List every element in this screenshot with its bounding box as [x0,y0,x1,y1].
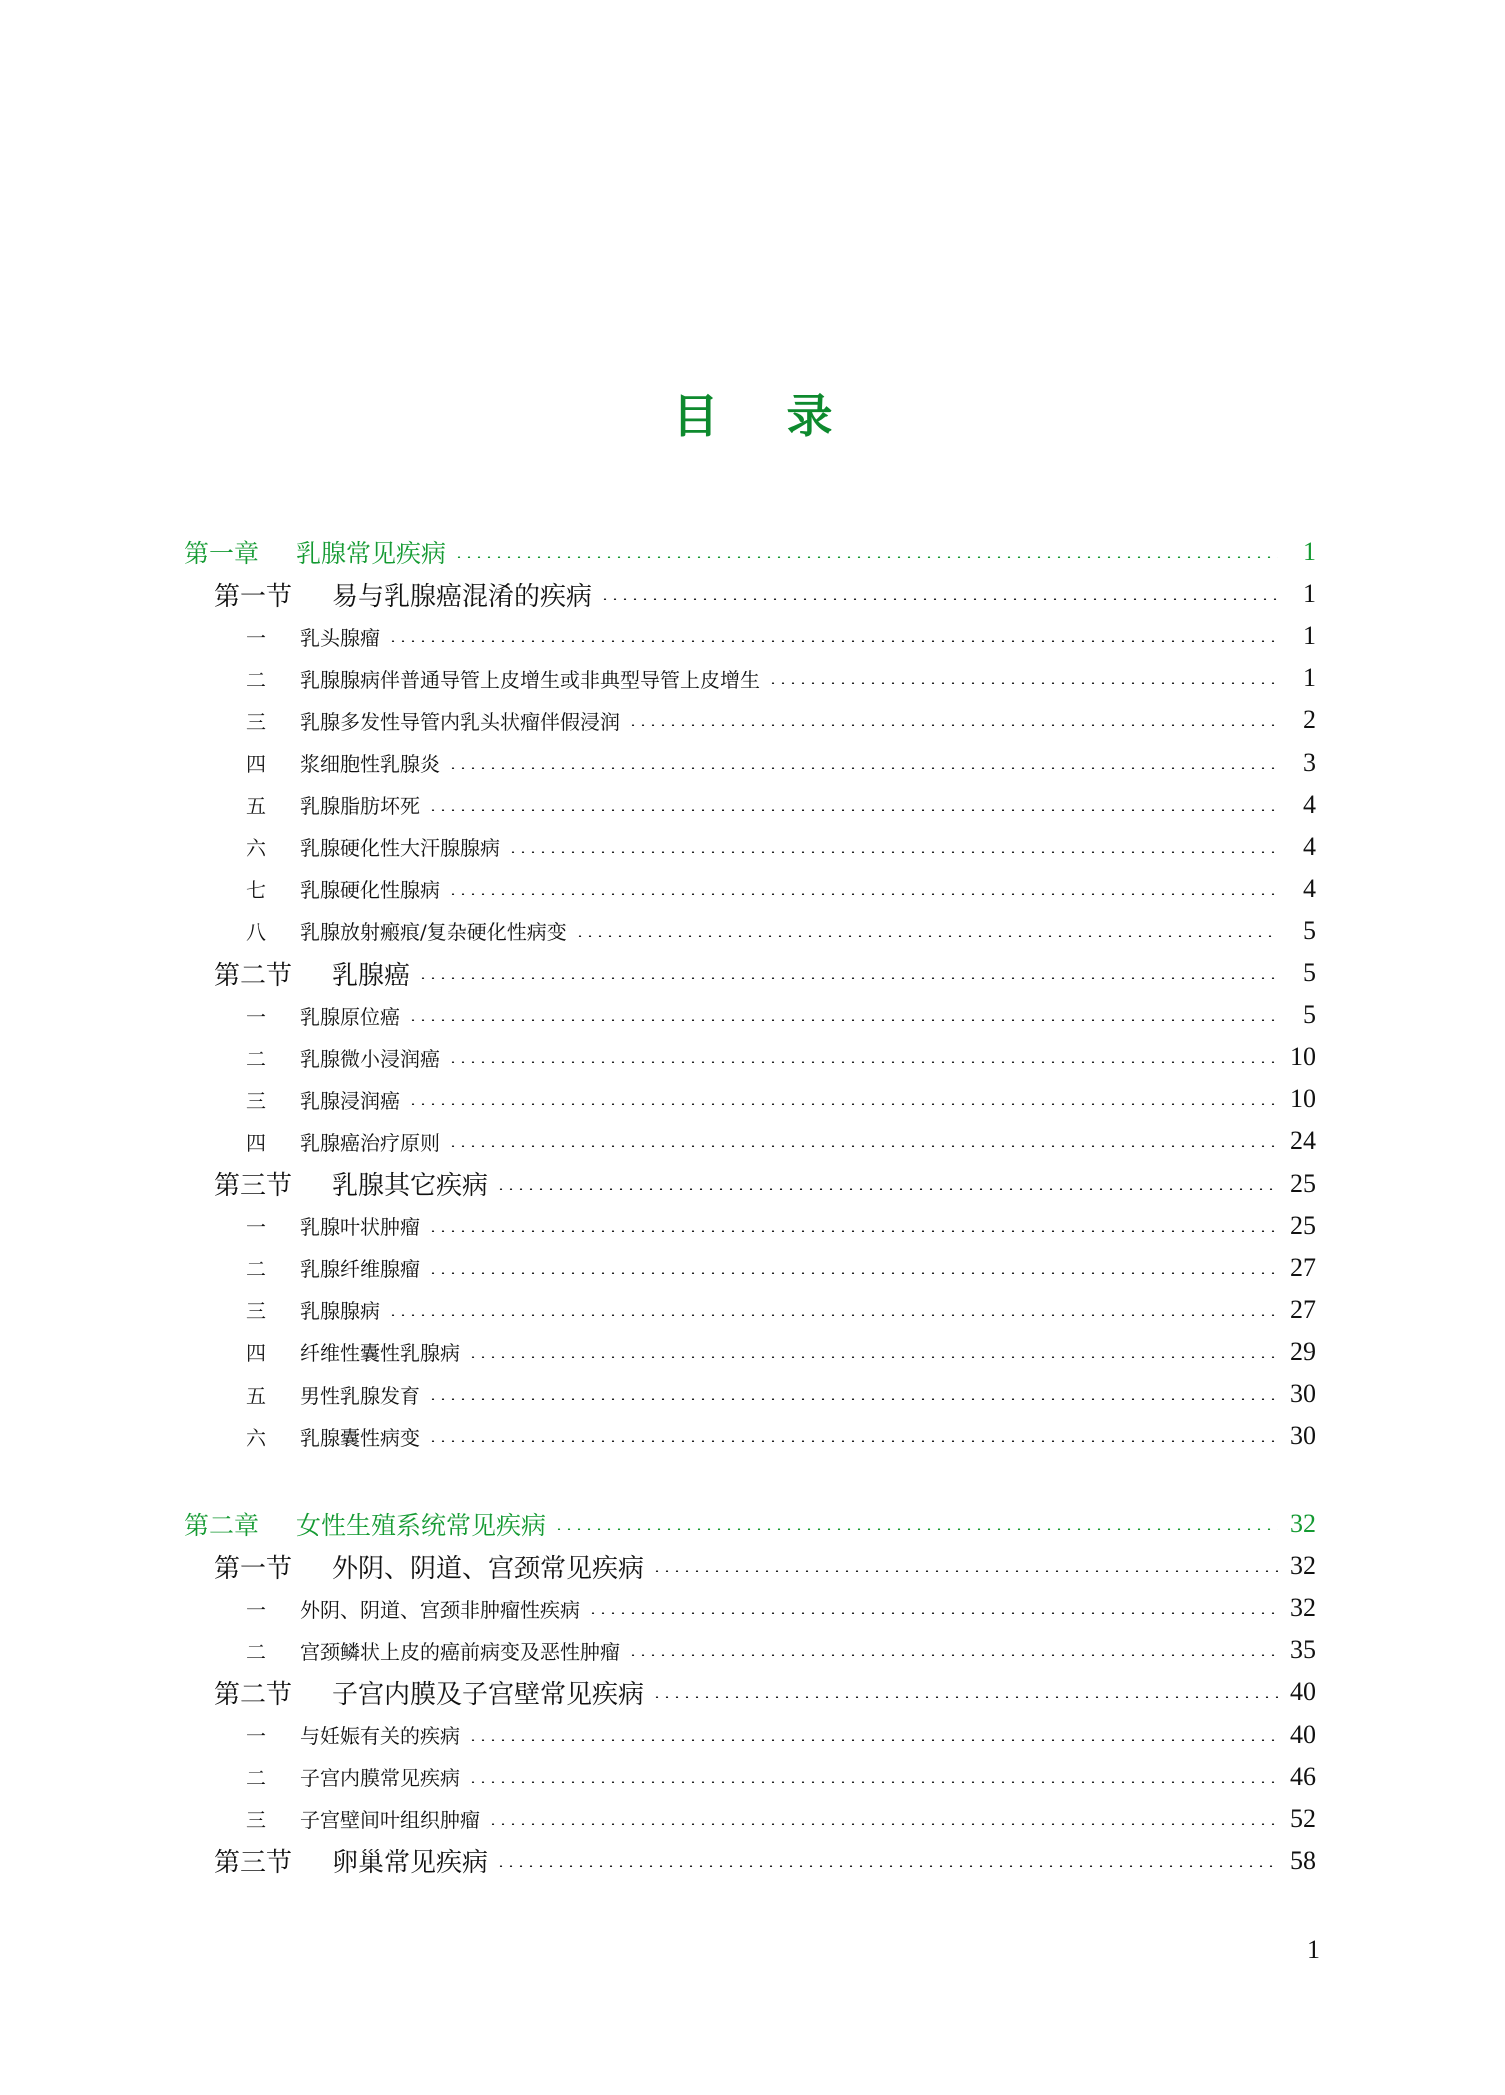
toc-entry-number: 七 [246,878,266,903]
toc-entry-number: 五 [246,1383,266,1408]
dot-leader [652,1570,1278,1572]
toc-item[interactable] [246,1123,1316,1159]
toc-entry-title: 乳腺其它疾病 [332,1171,489,1201]
toc-item[interactable] [246,1759,1316,1795]
dot-leader [454,556,1278,558]
toc-item[interactable] [246,1376,1316,1412]
toc-entry-number: 一 [246,1597,266,1622]
toc-item[interactable] [246,1418,1316,1454]
toc-entry-title: 乳腺癌 [332,960,411,991]
toc-entry-title: 纤维性囊性乳腺病 [300,1341,460,1366]
toc-entry-title: 外阴、阴道、宫颈常见疾病 [332,1553,645,1584]
toc-entry-page: 3 [1303,747,1316,777]
dot-leader [428,1440,1278,1442]
dot-leader [448,767,1278,769]
toc-entry-number: 四 [246,1130,266,1155]
toc-item[interactable] [246,1717,1316,1753]
toc-entry-number: 第二章 [184,1511,260,1540]
toc-section[interactable] [214,1166,1316,1202]
toc-entry-title: 乳头腺瘤 [300,625,380,650]
toc-entry-title: 乳腺硬化性大汗腺腺病 [300,836,500,861]
dot-leader [575,935,1278,937]
toc-entry-number: 一 [246,625,266,650]
dot-leader [408,1103,1278,1105]
toc-section[interactable] [214,1548,1316,1584]
toc-item[interactable] [246,1081,1316,1117]
dot-leader [388,1314,1278,1316]
dot-leader [628,724,1278,726]
toc-item[interactable] [246,1250,1316,1286]
dot-leader [428,1398,1278,1400]
toc-chapter[interactable] [184,534,1316,570]
dot-leader [468,1739,1278,1741]
toc-entry-number: 第二节 [214,1679,293,1710]
toc-entry-page: 58 [1290,1845,1316,1875]
toc-entry-number: 第一章 [184,539,260,568]
dot-leader [448,1061,1278,1063]
toc-entry-title: 乳腺癌治疗原则 [300,1130,440,1155]
toc-entry-title: 子宫内膜及子宫壁常见疾病 [332,1679,645,1710]
toc-entry-page: 24 [1290,1126,1316,1156]
toc-item[interactable] [246,997,1316,1033]
toc-entry-page: 5 [1303,1000,1316,1030]
toc-entry-number: 二 [246,1257,266,1282]
toc-entry-title: 乳腺腺病 [300,1299,380,1324]
dot-leader [468,1356,1278,1358]
toc-entry-title: 乳腺多发性导管内乳头状瘤伴假浸润 [300,709,620,734]
dot-leader [496,1188,1278,1190]
dot-leader [388,640,1278,642]
toc-item[interactable] [246,1801,1316,1837]
toc-item[interactable] [246,871,1316,907]
toc-entry-page: 27 [1290,1252,1316,1282]
dot-leader [428,1272,1278,1274]
toc-entry-page: 10 [1290,1042,1316,1072]
toc-entry-title: 乳腺叶状肿瘤 [300,1215,420,1240]
toc-entry-number: 三 [246,1088,266,1113]
toc-entry-number: 第三节 [214,1171,293,1201]
toc-entry-page: 1 [1303,579,1316,609]
toc-entry-number: 三 [246,709,266,734]
toc-entry-number: 第一节 [214,1553,293,1584]
toc-entry-title: 乳腺常见疾病 [296,539,447,568]
toc-item[interactable] [246,1208,1316,1244]
toc-entry-number: 六 [246,836,266,861]
toc-entry-title: 子宫壁间叶组织肿瘤 [300,1808,480,1833]
dot-leader [628,1654,1278,1656]
dot-leader [588,1612,1278,1614]
dot-leader [418,977,1278,979]
toc-entry-title: 外阴、阴道、宫颈非肿瘤性疾病 [300,1597,580,1622]
toc-entry-page: 27 [1290,1294,1316,1324]
toc-entry-title: 男性乳腺发育 [300,1383,420,1408]
toc-item[interactable] [246,829,1316,865]
toc-entry-page: 5 [1303,958,1316,987]
toc-entry-number: 一 [246,1724,266,1748]
toc-entry-page: 32 [1290,1509,1316,1538]
toc-item[interactable] [246,1292,1316,1328]
dot-leader [600,598,1278,600]
toc-entry-title: 乳腺放射瘢痕/复杂硬化性病变 [300,920,567,945]
toc-item[interactable] [246,913,1316,949]
toc-entry-title: 宫颈鳞状上皮的癌前病变及恶性肿瘤 [300,1639,620,1664]
toc-entry-page: 4 [1303,873,1316,903]
toc-item[interactable] [246,618,1316,654]
toc-section[interactable] [214,955,1316,991]
toc-entry-page: 32 [1290,1593,1316,1623]
toc-entry-number: 第一节 [214,581,293,612]
toc-entry-title: 乳腺微小浸润癌 [300,1046,440,1071]
toc-entry-number: 二 [246,1639,266,1664]
toc-item[interactable] [246,1039,1316,1075]
toc-entry-number: 一 [246,1004,266,1029]
toc-entry-title: 女性生殖系统常见疾病 [296,1511,547,1540]
toc-entry-page: 10 [1290,1084,1316,1114]
dot-leader [496,1865,1278,1867]
toc-entry-number: 二 [246,1766,266,1791]
dot-leader [448,893,1278,895]
dot-leader [408,1019,1278,1021]
toc-entry-number: 第三节 [214,1848,293,1879]
toc-section[interactable] [214,1674,1316,1710]
toc-entry-number: 三 [246,1299,266,1324]
toc-entry-number: 二 [246,667,266,692]
dot-leader [554,1528,1278,1530]
toc-entry-number: 一 [246,1215,266,1240]
toc-entry-number: 八 [246,920,266,945]
toc-entry-title: 乳腺原位癌 [300,1004,400,1029]
toc-entry-title: 乳腺脂肪坏死 [300,794,420,819]
toc-entry-page: 25 [1290,1168,1316,1198]
toc-entry-page: 30 [1290,1421,1316,1451]
toc-entry-number: 二 [246,1046,266,1071]
toc-entry-page: 30 [1290,1379,1316,1408]
toc-item[interactable] [246,1590,1316,1626]
toc-entry-number: 四 [246,1341,266,1366]
toc-entry-title: 乳腺浸润癌 [300,1088,400,1113]
toc-entry-title: 乳腺囊性病变 [300,1425,420,1450]
toc-entry-page: 1 [1303,621,1316,651]
dot-leader [508,851,1278,853]
toc-entry-title: 浆细胞性乳腺炎 [300,752,440,776]
toc-chapter[interactable] [184,1506,1316,1542]
toc-entry-number: 三 [246,1808,266,1833]
toc-item[interactable] [246,787,1316,823]
toc-entry-title: 卵巢常见疾病 [332,1848,489,1879]
toc-entry-number: 六 [246,1425,266,1450]
toc-entry-page: 25 [1290,1210,1316,1240]
toc-entry-page: 5 [1303,915,1316,945]
toc-entry-page: 32 [1290,1551,1316,1581]
toc-section[interactable] [214,576,1316,612]
toc-entry-page: 2 [1303,705,1316,735]
toc-entry-title: 乳腺纤维腺瘤 [300,1257,420,1282]
toc-entry-title: 易与乳腺癌混淆的疾病 [332,581,593,612]
toc-entry-title: 乳腺腺病伴普通导管上皮增生或非典型导管上皮增生 [300,667,760,692]
toc-entry-title: 与妊娠有关的疾病 [300,1724,460,1748]
toc-entry-page: 52 [1290,1803,1316,1833]
toc-entry-page: 35 [1290,1635,1316,1665]
toc-entry-number: 第二节 [214,960,293,991]
dot-leader [652,1696,1278,1698]
toc-entry-number: 四 [246,752,266,776]
dot-leader [468,1781,1278,1783]
toc-entry-page: 1 [1303,663,1316,693]
toc-entry-page: 1 [1303,537,1316,566]
dot-leader [768,682,1278,684]
dot-leader [428,1230,1278,1232]
dot-leader [448,1145,1278,1147]
toc-entry-page: 4 [1303,789,1316,819]
toc-item[interactable] [246,1334,1316,1370]
toc-item[interactable] [246,660,1316,696]
toc-entry-page: 40 [1290,1719,1316,1749]
toc-item[interactable] [246,745,1316,781]
page-title: 目录 [672,389,901,443]
toc-entry-page: 4 [1303,831,1316,861]
toc-section[interactable] [214,1843,1316,1879]
dot-leader [488,1823,1278,1825]
page-number: 1 [1307,1935,1320,1964]
dot-leader [428,809,1278,811]
toc-item[interactable] [246,702,1316,738]
toc-entry-number: 五 [246,794,266,819]
toc-entry-title: 乳腺硬化性腺病 [300,878,440,903]
toc-entry-page: 29 [1290,1336,1316,1366]
toc-entry-page: 46 [1290,1761,1316,1791]
toc-entry-page: 40 [1290,1677,1316,1707]
toc-entry-title: 子宫内膜常见疾病 [300,1766,460,1791]
toc-item[interactable] [246,1632,1316,1668]
